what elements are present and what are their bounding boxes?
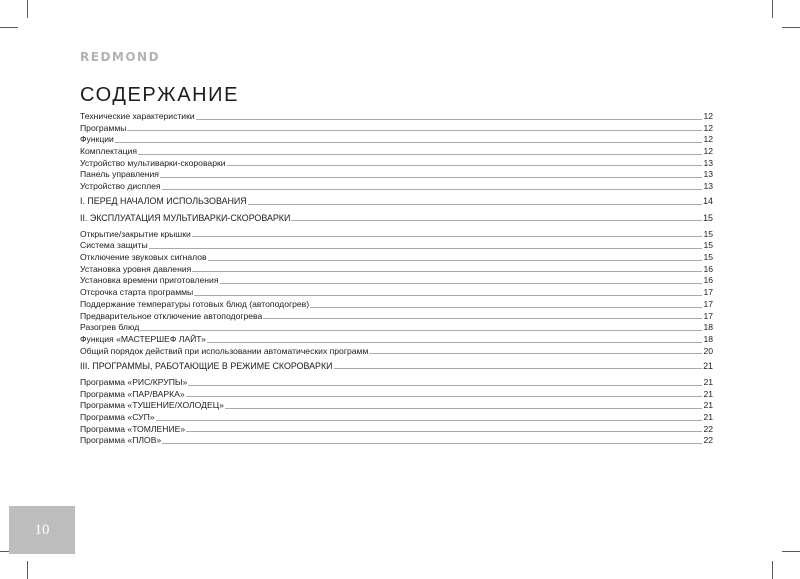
toc-entry-page: 15 bbox=[703, 228, 713, 239]
toc-entry-page: 18 bbox=[703, 333, 713, 344]
toc-entry[interactable] bbox=[80, 287, 713, 299]
toc-entry-label: II. ЭКСПЛУАТАЦИЯ МУЛЬТИВАРКИ-СКОРОВАРКИ bbox=[80, 212, 291, 223]
dot-leader bbox=[162, 189, 702, 190]
toc-entry-label: Установка уровня давления bbox=[80, 263, 192, 274]
dot-leader bbox=[196, 119, 702, 120]
toc-entry-page: 13 bbox=[703, 169, 713, 180]
toc-entry-label: Функция «МАСТЕРШЕФ ЛАЙТ» bbox=[80, 333, 206, 344]
toc-entry-page: 21 bbox=[703, 400, 713, 411]
page-title: СОДЕРЖАНИЕ bbox=[80, 84, 240, 106]
toc-entry-page: 13 bbox=[703, 157, 713, 168]
toc-entry-page: 14 bbox=[703, 196, 713, 207]
dot-leader bbox=[127, 130, 702, 131]
toc-entry-label: I. ПЕРЕД НАЧАЛОМ ИСПОЛЬЗОВАНИЯ bbox=[80, 196, 247, 207]
toc-section-heading[interactable] bbox=[80, 213, 713, 225]
toc-entry[interactable] bbox=[80, 123, 713, 135]
toc-entry-label: Установка времени приготовления bbox=[80, 275, 219, 286]
toc-entry[interactable] bbox=[80, 346, 713, 358]
dot-leader bbox=[291, 220, 702, 221]
toc-entry[interactable] bbox=[80, 252, 713, 264]
dot-leader bbox=[225, 408, 702, 409]
toc-entry-page: 20 bbox=[703, 345, 713, 356]
dot-leader bbox=[334, 368, 702, 369]
toc-entry-label: Комплектация bbox=[80, 146, 137, 157]
dot-leader bbox=[248, 204, 702, 205]
toc-entry-page: 21 bbox=[703, 412, 713, 422]
toc-entry[interactable] bbox=[80, 322, 713, 334]
toc-entry-label: Отключение звуковых сигналов bbox=[80, 252, 207, 263]
toc-entry-page: 12 bbox=[703, 122, 713, 133]
toc-entry[interactable] bbox=[80, 389, 713, 401]
toc-entry-label: Поддержание температуры готовых блюд (автоподогрев) bbox=[80, 298, 310, 309]
toc-entry-label: Панель управления bbox=[80, 169, 159, 180]
toc-entry-label: Общий порядок действий при использовании автоматических программ bbox=[80, 345, 369, 356]
toc-entry-label: Программа «ПЛОВ» bbox=[80, 435, 162, 446]
toc-entry[interactable] bbox=[80, 264, 713, 276]
crop-mark bbox=[0, 27, 18, 28]
toc-entry-label: Программа «ТУШЕНИЕ/ХОЛОДЕЦ» bbox=[80, 400, 224, 411]
toc-entry-label: Программы bbox=[80, 122, 127, 133]
dot-leader bbox=[140, 330, 702, 331]
toc-entry-page: 22 bbox=[703, 423, 713, 434]
toc-entry-page: 15 bbox=[703, 212, 713, 223]
crop-mark bbox=[782, 551, 800, 552]
toc-entry-page: 21 bbox=[703, 360, 713, 371]
dot-leader bbox=[192, 236, 702, 237]
toc-entry-page: 13 bbox=[703, 181, 713, 192]
page-number: 10 bbox=[34, 521, 50, 538]
toc-entry[interactable] bbox=[80, 299, 713, 311]
dot-leader bbox=[207, 342, 702, 343]
toc-entry-page: 16 bbox=[703, 263, 713, 274]
toc-entry[interactable] bbox=[80, 240, 713, 252]
toc-entry-page: 17 bbox=[703, 310, 713, 321]
toc-entry-page: 17 bbox=[703, 287, 713, 298]
brand-logo: REDMOND bbox=[80, 50, 161, 64]
toc-entry[interactable] bbox=[80, 400, 713, 412]
toc-entry-page: 12 bbox=[703, 134, 713, 145]
crop-mark bbox=[782, 27, 800, 28]
toc-entry-label: Разогрев блюд bbox=[80, 322, 140, 333]
toc-entry-label: Устройство дисплея bbox=[80, 181, 161, 192]
dot-leader bbox=[369, 353, 702, 354]
toc-entry[interactable] bbox=[80, 311, 713, 323]
toc-entry-page: 15 bbox=[703, 240, 713, 251]
dot-leader bbox=[192, 271, 702, 272]
dot-leader bbox=[186, 431, 702, 432]
dot-leader bbox=[162, 443, 702, 444]
toc-entry-label: Отсрочка старта программы bbox=[80, 287, 194, 298]
toc-entry[interactable] bbox=[80, 412, 713, 424]
toc-entry-label: III. ПРОГРАММЫ, РАБОТАЮЩИЕ В РЕЖИМЕ СКОРОВАРКИ bbox=[80, 360, 333, 371]
dot-leader bbox=[160, 177, 702, 178]
crop-mark bbox=[772, 0, 773, 18]
dot-leader bbox=[138, 154, 702, 155]
dot-leader bbox=[310, 307, 702, 308]
dot-leader bbox=[115, 142, 702, 143]
toc-entry-label: Программа «ТОМЛЕНИЕ» bbox=[80, 423, 186, 434]
toc-entry-page: 17 bbox=[703, 298, 713, 309]
toc-entry[interactable] bbox=[80, 134, 713, 146]
toc-entry-page: 18 bbox=[703, 322, 713, 333]
toc-entry-page: 16 bbox=[703, 275, 713, 286]
dot-leader bbox=[156, 420, 702, 421]
table-of-contents bbox=[80, 111, 713, 447]
dot-leader bbox=[208, 260, 702, 261]
dot-leader bbox=[194, 295, 702, 296]
page-number-box bbox=[9, 506, 75, 554]
toc-entry-page: 22 bbox=[703, 435, 713, 446]
toc-entry[interactable] bbox=[80, 111, 713, 123]
toc-entry-page: 21 bbox=[703, 376, 713, 387]
toc-section-heading[interactable] bbox=[80, 361, 713, 373]
toc-entry-page: 15 bbox=[703, 252, 713, 263]
crop-mark bbox=[27, 0, 28, 18]
crop-mark bbox=[772, 561, 773, 579]
toc-entry-label: Устройство мультиварки-скороварки bbox=[80, 157, 226, 168]
toc-entry[interactable] bbox=[80, 334, 713, 346]
toc-entry-label: Программа «СУП» bbox=[80, 412, 155, 422]
toc-entry[interactable] bbox=[80, 229, 713, 241]
toc-entry-label: Система защиты bbox=[80, 240, 148, 251]
toc-entry[interactable] bbox=[80, 424, 713, 436]
dot-leader bbox=[227, 165, 702, 166]
toc-entry[interactable] bbox=[80, 435, 713, 447]
toc-entry-label: Функции bbox=[80, 134, 114, 145]
toc-entry[interactable] bbox=[80, 146, 713, 158]
toc-entry[interactable] bbox=[80, 275, 713, 287]
toc-entry[interactable] bbox=[80, 169, 713, 181]
toc-entry-label: Программа «ПАР/ВАРКА» bbox=[80, 388, 185, 399]
toc-entry-page: 21 bbox=[703, 388, 713, 399]
dot-leader bbox=[220, 283, 702, 284]
toc-entry-label: Технические характеристики bbox=[80, 111, 195, 121]
crop-mark bbox=[27, 561, 28, 579]
dot-leader bbox=[186, 396, 702, 397]
dot-leader bbox=[263, 318, 702, 319]
dot-leader bbox=[188, 385, 702, 386]
toc-entry-page: 12 bbox=[703, 111, 713, 121]
toc-section-heading[interactable] bbox=[80, 196, 713, 208]
toc-entry[interactable] bbox=[80, 377, 713, 389]
toc-entry-label: Программа «РИС/КРУПЫ» bbox=[80, 376, 188, 387]
toc-entry-page: 12 bbox=[703, 146, 713, 157]
toc-entry[interactable] bbox=[80, 181, 713, 193]
toc-entry[interactable] bbox=[80, 158, 713, 170]
toc-entry-label: Предварительное отключение автоподогрева bbox=[80, 310, 263, 321]
toc-entry-label: Открытие/закрытие крышки bbox=[80, 228, 191, 239]
dot-leader bbox=[149, 248, 702, 249]
